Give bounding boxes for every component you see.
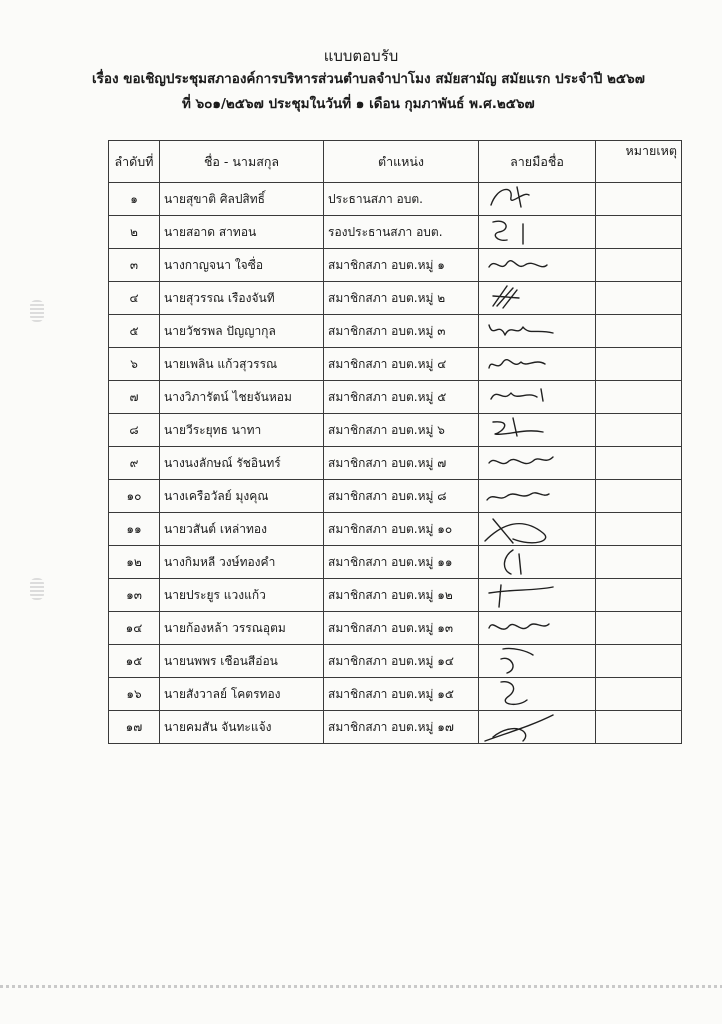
- row-signature: [479, 711, 596, 744]
- row-name: นางเครือวัลย์ มุงคุณ: [160, 480, 324, 513]
- row-position: สมาชิกสภา อบต.หมู่ ๖: [324, 414, 479, 447]
- row-no: ๙: [109, 447, 160, 480]
- table-row: [109, 480, 682, 513]
- row-no: ๑๕: [109, 645, 160, 678]
- row-signature: [479, 678, 596, 711]
- row-signature: [479, 249, 596, 282]
- row-note: [596, 513, 682, 546]
- row-name: นายวีระยุทธ นาทา: [160, 414, 324, 447]
- handwritten-signature: [483, 249, 583, 281]
- row-name: นางวิภารัตน์ ไชยจันหอม: [160, 381, 324, 414]
- row-position: สมาชิกสภา อบต.หมู่ ๓: [324, 315, 479, 348]
- handwritten-signature: [483, 645, 583, 677]
- row-position: สมาชิกสภา อบต.หมู่ ๗: [324, 447, 479, 480]
- row-position: สมาชิกสภา อบต.หมู่ ๔: [324, 348, 479, 381]
- table-row: [109, 645, 682, 678]
- row-signature: [479, 480, 596, 513]
- handwritten-signature: [483, 546, 583, 578]
- row-position: สมาชิกสภา อบต.หมู่ ๑๗: [324, 711, 479, 744]
- handwritten-signature: [483, 447, 583, 479]
- row-name: นางกาญจนา ใจซื่อ: [160, 249, 324, 282]
- attendance-table: [108, 140, 682, 744]
- row-name: นายสุขาติ ศิลปสิทธิ์: [160, 183, 324, 216]
- row-position: สมาชิกสภา อบต.หมู่ ๑๔: [324, 645, 479, 678]
- row-signature: [479, 645, 596, 678]
- handwritten-signature: [483, 216, 583, 248]
- row-note: [596, 711, 682, 744]
- header-no: ลำดับที่: [109, 141, 160, 183]
- table-row: [109, 711, 682, 744]
- row-no: ๑๔: [109, 612, 160, 645]
- row-position: สมาชิกสภา อบต.หมู่ ๒: [324, 282, 479, 315]
- table-row: [109, 381, 682, 414]
- row-signature: [479, 381, 596, 414]
- header-position: ตำแหน่ง: [324, 141, 479, 183]
- handwritten-signature: [483, 612, 583, 644]
- row-position: สมาชิกสภา อบต.หมู่ ๕: [324, 381, 479, 414]
- row-name: นายคมสัน จันทะแจ้ง: [160, 711, 324, 744]
- row-note: [596, 678, 682, 711]
- row-no: ๒: [109, 216, 160, 249]
- row-signature: [479, 315, 596, 348]
- row-position: สมาชิกสภา อบต.หมู่ ๑๐: [324, 513, 479, 546]
- row-name: นางนงลักษณ์ รัชอินทร์: [160, 447, 324, 480]
- row-signature: [479, 216, 596, 249]
- table-row: [109, 579, 682, 612]
- table-row: [109, 249, 682, 282]
- table-row: [109, 216, 682, 249]
- row-name: นายก้องหล้า วรรณอุตม: [160, 612, 324, 645]
- row-name: นายประยูร แวงแก้ว: [160, 579, 324, 612]
- row-position: รองประธานสภา อบต.: [324, 216, 479, 249]
- row-signature: [479, 414, 596, 447]
- row-signature: [479, 513, 596, 546]
- row-no: ๔: [109, 282, 160, 315]
- row-position: สมาชิกสภา อบต.หมู่ ๑๕: [324, 678, 479, 711]
- row-position: สมาชิกสภา อบต.หมู่ ๑๓: [324, 612, 479, 645]
- table-row: [109, 315, 682, 348]
- row-note: [596, 612, 682, 645]
- row-name: นายนพพร เชือนสีอ่อน: [160, 645, 324, 678]
- handwritten-signature: [483, 348, 583, 380]
- row-no: ๑๑: [109, 513, 160, 546]
- row-no: ๗: [109, 381, 160, 414]
- table-row: [109, 612, 682, 645]
- row-signature: [479, 546, 596, 579]
- row-no: ๑: [109, 183, 160, 216]
- row-position: สมาชิกสภา อบต.หมู่ ๘: [324, 480, 479, 513]
- row-position: ประธานสภา อบต.: [324, 183, 479, 216]
- row-position: สมาชิกสภา อบต.หมู่ ๑๑: [324, 546, 479, 579]
- row-note: [596, 414, 682, 447]
- row-position: สมาชิกสภา อบต.หมู่ ๑: [324, 249, 479, 282]
- table-header-row: [109, 141, 682, 183]
- document-reference: ที่ ๖๐๑/๒๕๖๗ ประชุมในวันที่ ๑ เดือน กุมภาพันธ์ พ.ศ.๒๕๖๗: [182, 96, 535, 112]
- handwritten-signature: [483, 678, 583, 710]
- table-row: [109, 414, 682, 447]
- row-name: นางกิมหลี วงษ์ทองคำ: [160, 546, 324, 579]
- table-row: [109, 546, 682, 579]
- punch-hole-mark: [30, 300, 44, 322]
- row-note: [596, 315, 682, 348]
- row-no: ๑๖: [109, 678, 160, 711]
- row-note: [596, 216, 682, 249]
- row-name: นายสุวรรณ เรืองจันที: [160, 282, 324, 315]
- row-no: ๕: [109, 315, 160, 348]
- table-row: [109, 447, 682, 480]
- table-row: [109, 678, 682, 711]
- document-title: แบบตอบรับ: [323, 47, 399, 65]
- row-no: ๘: [109, 414, 160, 447]
- row-no: ๑๗: [109, 711, 160, 744]
- row-note: [596, 381, 682, 414]
- row-note: [596, 249, 682, 282]
- scan-edge-line: [0, 985, 722, 988]
- row-no: ๑๓: [109, 579, 160, 612]
- row-signature: [479, 447, 596, 480]
- punch-hole-mark: [30, 578, 44, 600]
- handwritten-signature: [483, 282, 583, 314]
- row-note: [596, 282, 682, 315]
- table-row: [109, 513, 682, 546]
- row-note: [596, 447, 682, 480]
- row-no: ๑๐: [109, 480, 160, 513]
- handwritten-signature: [483, 414, 583, 446]
- row-note: [596, 579, 682, 612]
- table-row: [109, 282, 682, 315]
- handwritten-signature: [483, 579, 583, 611]
- row-name: นายสอาด สาทอน: [160, 216, 324, 249]
- table-row: [109, 348, 682, 381]
- header-note: หมายเหตุ: [596, 141, 682, 183]
- handwritten-signature: [483, 315, 583, 347]
- row-name: นายเพลิน แก้วสุวรรณ: [160, 348, 324, 381]
- handwritten-signature: [483, 183, 583, 215]
- row-no: ๓: [109, 249, 160, 282]
- row-signature: [479, 183, 596, 216]
- row-note: [596, 183, 682, 216]
- row-position: สมาชิกสภา อบต.หมู่ ๑๒: [324, 579, 479, 612]
- handwritten-signature: [483, 480, 583, 512]
- handwritten-signature: [483, 513, 583, 545]
- row-signature: [479, 579, 596, 612]
- row-name: นายสังวาลย์ โคตรทอง: [160, 678, 324, 711]
- row-signature: [479, 348, 596, 381]
- row-no: ๖: [109, 348, 160, 381]
- row-note: [596, 546, 682, 579]
- row-name: นายวสันต์ เหล่าทอง: [160, 513, 324, 546]
- document-subject: เรื่อง ขอเชิญประชุมสภาองค์การบริหารส่วนตำบลจำปาโมง สมัยสามัญ สมัยแรก ประจำปี ๒๕๖๗: [92, 71, 645, 87]
- handwritten-signature: [483, 381, 583, 413]
- handwritten-signature: [483, 711, 583, 743]
- row-signature: [479, 612, 596, 645]
- row-name: นายวัชรพล ปัญญากุล: [160, 315, 324, 348]
- table-row: [109, 183, 682, 216]
- row-note: [596, 348, 682, 381]
- header-name: ชื่อ - นามสกุล: [160, 141, 324, 183]
- row-note: [596, 480, 682, 513]
- row-no: ๑๒: [109, 546, 160, 579]
- header-signature: ลายมือชื่อ: [479, 141, 596, 183]
- row-signature: [479, 282, 596, 315]
- row-note: [596, 645, 682, 678]
